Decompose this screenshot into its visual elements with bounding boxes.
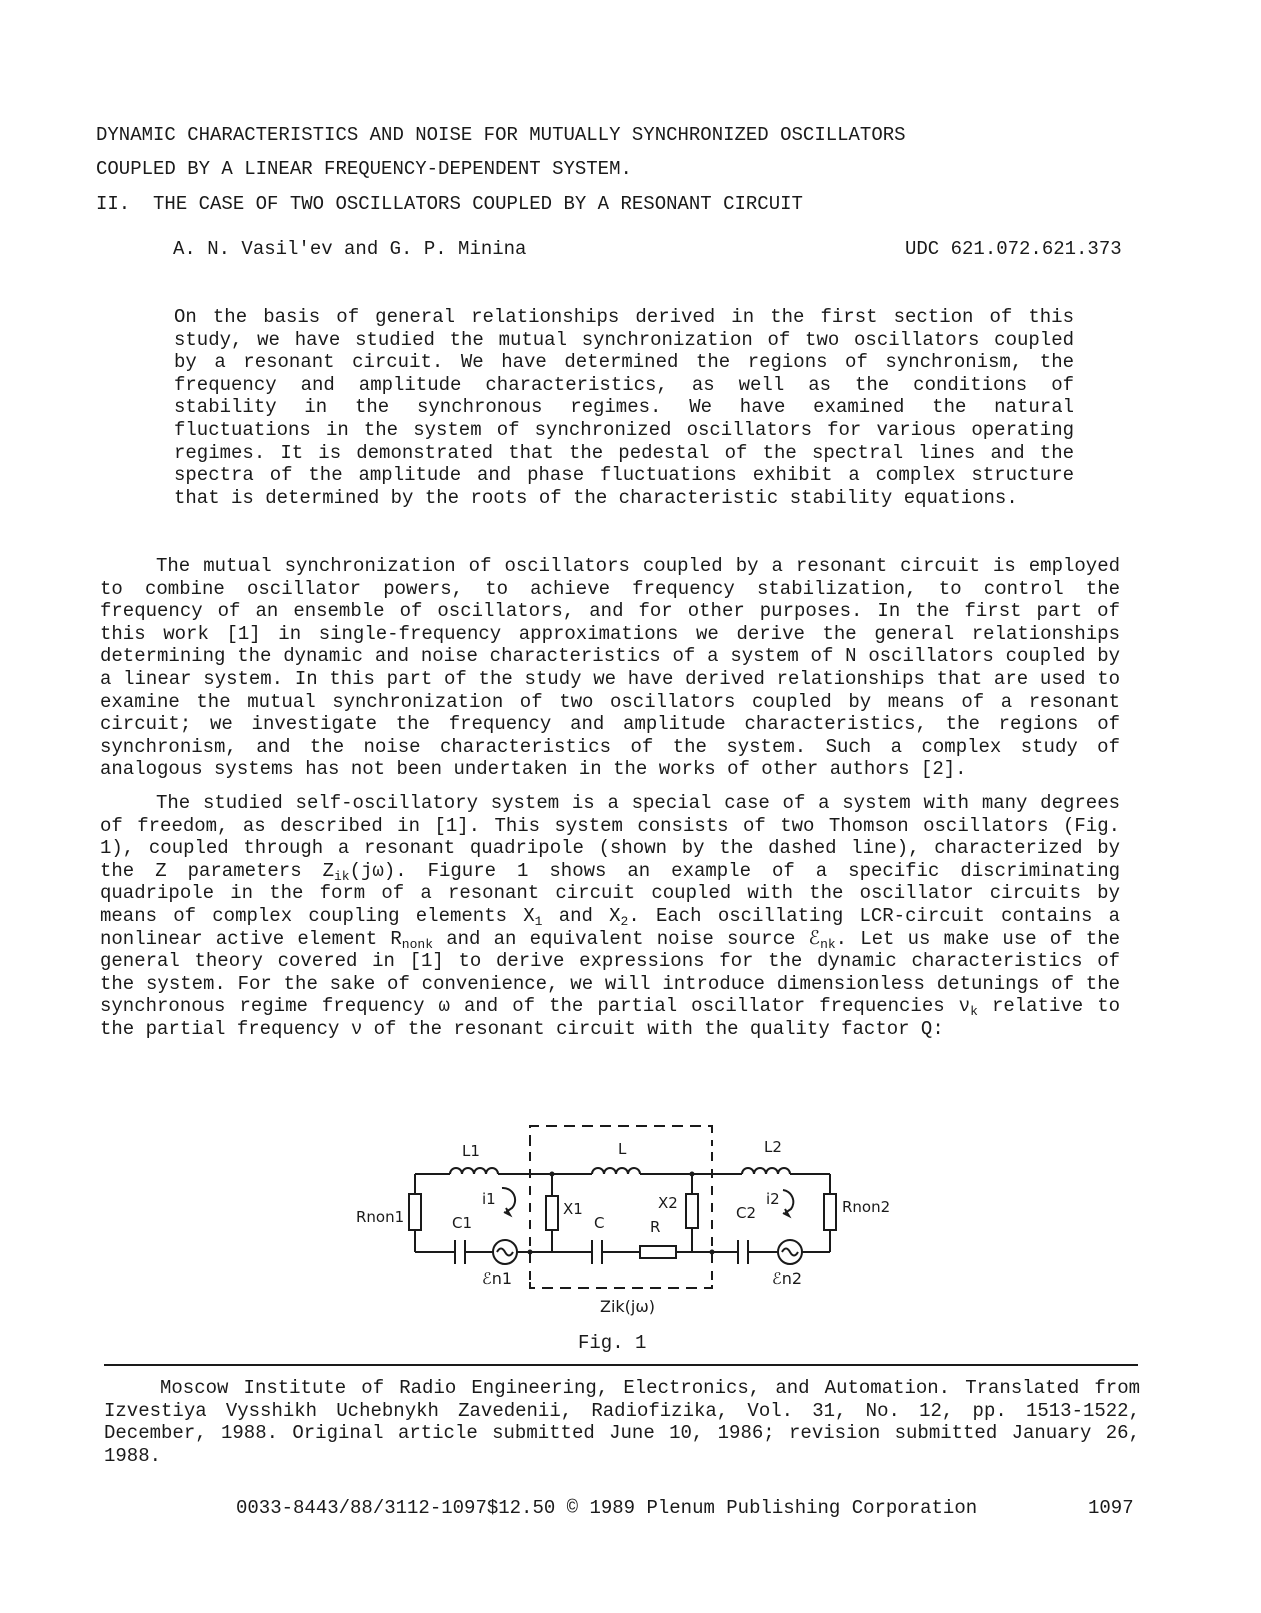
label-c1: C1 xyxy=(452,1214,473,1232)
label-x2: X2 xyxy=(658,1194,678,1212)
subscript-nonk: nonk xyxy=(401,936,434,952)
label-r: R xyxy=(650,1218,661,1236)
subscript-1: 1 xyxy=(534,913,543,929)
label-i1: i1 xyxy=(482,1190,496,1208)
para2-text-5: and an equivalent noise source ℰ xyxy=(433,927,821,950)
copyright-line: 0033-8443/88/3112-1097$12.50 © 1989 Plenum Publishing Corporation xyxy=(236,1497,978,1519)
circuit-diagram xyxy=(340,1112,900,1324)
inductor-l1 xyxy=(450,1168,498,1174)
inductor-l xyxy=(592,1168,640,1174)
subscript-2: 2 xyxy=(620,913,629,929)
label-rnon1: Rnon1 xyxy=(356,1208,405,1226)
subscript-nk: nk xyxy=(820,936,836,952)
subscript-ik: ik xyxy=(334,868,350,884)
resistor-r xyxy=(640,1246,676,1258)
udc-code: UDC 621.072.621.373 xyxy=(905,238,1122,260)
label-i2: i2 xyxy=(766,1190,780,1208)
label-c: C xyxy=(594,1214,605,1232)
footnote: Moscow Institute of Radio Engineering, Electronics, and Automation. Translated from Izvestiya Vysshikh Uchebnykh Zavedenii, Radiofizika, Vol. 31, No. 12, pp. 1513-1522, December, 1988. Original article submitted June 10, 1986; revision submitted January 26, 1988. xyxy=(104,1377,1140,1467)
para2-text-2: (jω). Figure 1 shows an example of a specific discriminating quadripole in the form of a resonant circuit coupled with the oscillator circuits by means of complex coupling elements X xyxy=(100,859,1120,927)
resistor-rnon1 xyxy=(409,1194,421,1230)
para2-text-7: relative to the partial frequency ν of the resonant circuit with the quality factor Q: xyxy=(100,995,1120,1040)
para2-text-4: . Each oscillating LCR-circuit contains a nonlinear active element R xyxy=(100,904,1120,950)
element-x1 xyxy=(546,1196,558,1230)
quadripole-boundary-bottom xyxy=(530,1282,712,1288)
abstract: On the basis of general relationships derived in the first section of this study, we have studied the mutual synchronization of two oscillators coupled by a resonant circuit. We have determined the regions of synchronism, the frequency and amplitude characteristics, as well as the conditions of stability in the synchronous regimes. We have examined the natural fluctuations in the system of synchronized oscillators for various operating regimes. It is demonstrated that the pedestal of the spectral lines and the spectra of the amplitude and phase fluctuations exhibit a complex structure that is determined by the roots of the characteristic stability equations. xyxy=(174,306,1074,509)
para2-text-1: The studied self-oscillatory system is a special case of a system with many degrees of freedom, as described in [1]. This system consists of two Thomson oscillators (Fig. 1), coupled through a resonant quadripole (shown by the dashed line), characterized by the Z parameters Z xyxy=(100,792,1120,882)
title-line-2: COUPLED BY A LINEAR FREQUENCY-DEPENDENT SYSTEM. xyxy=(96,158,632,180)
subscript-k: k xyxy=(970,1004,978,1020)
figure-caption: Fig. 1 xyxy=(578,1332,647,1354)
label-c2: C2 xyxy=(736,1204,757,1222)
label-rnon2: Rnon2 xyxy=(842,1198,891,1216)
body-paragraph-2 xyxy=(100,792,1120,1041)
label-en2: ℰn2 xyxy=(772,1269,803,1288)
authors: A. N. Vasil'ev and G. P. Minina xyxy=(173,238,527,260)
label-l1: L1 xyxy=(462,1142,480,1160)
label-zik: Zik(jω) xyxy=(600,1297,655,1316)
resistor-rnon2 xyxy=(824,1194,836,1230)
label-x1: X1 xyxy=(563,1200,583,1218)
para2-text-6: . Let us make use of the general theory covered in [1] to derive expressions for the dynamic characteristics of the system. For the sake of convenience, we will introduce dimensionless detunings of the synchronous regime frequency ω and of the partial oscillator frequencies ν xyxy=(100,927,1120,1018)
element-x2 xyxy=(686,1194,698,1228)
label-l: L xyxy=(618,1140,627,1158)
title-line-3: II. THE CASE OF TWO OSCILLATORS COUPLED BY A RESONANT CIRCUIT xyxy=(96,193,803,215)
inductor-l2 xyxy=(742,1168,790,1174)
para2-text-3: and X xyxy=(542,904,621,927)
body-paragraph-1: The mutual synchronization of oscillators coupled by a resonant circuit is employed to combine oscillator powers, to achieve frequency stabilization, to control the frequency of an ensemble of oscillators, and for other purposes. In the first part of this work [1] in single-frequency approximations we derive the general relationships determining the dynamic and noise characteristics of a system of N oscillators coupled by a linear system. In this part of the study we have derived relationships that are used to examine the mutual synchronization of two oscillators coupled by means of a resonant circuit; we investigate the frequency and amplitude characteristics, the regions of synchronism, and the noise characteristics of the system. Such a complex study of analogous systems has not been undertaken in the works of other authors [2]. xyxy=(100,555,1120,781)
label-l2: L2 xyxy=(764,1138,782,1156)
current-loop-i1 xyxy=(502,1188,515,1212)
footnote-rule xyxy=(104,1364,1138,1366)
title-line-1: DYNAMIC CHARACTERISTICS AND NOISE FOR MUTUALLY SYNCHRONIZED OSCILLATORS xyxy=(96,124,906,146)
label-en1: ℰn1 xyxy=(482,1269,513,1288)
page-number: 1097 xyxy=(1088,1497,1134,1519)
